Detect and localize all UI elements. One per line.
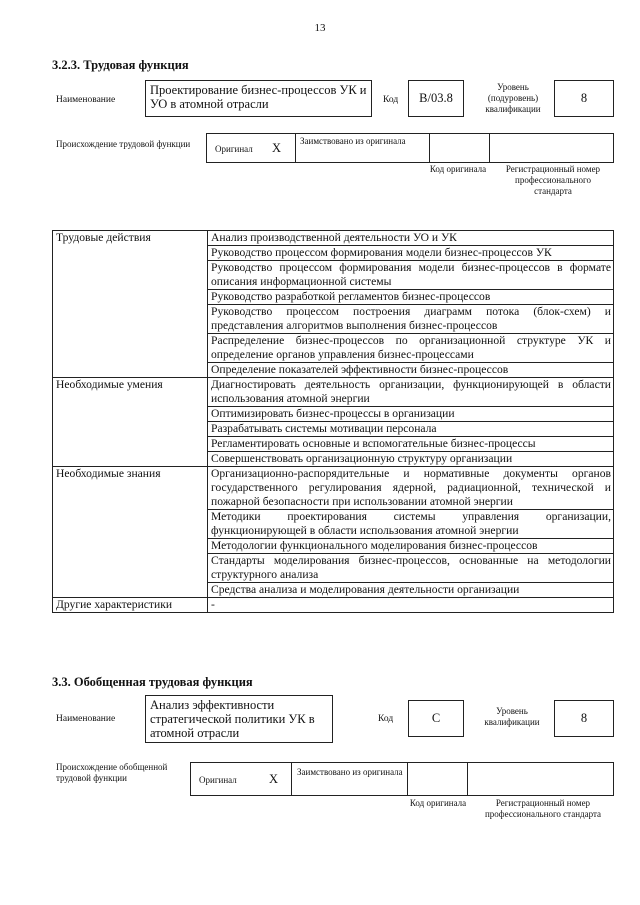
item-cell: Методики проектирования системы управления организации, функционирующей в области использования атомной энергии	[208, 510, 614, 539]
origin-label: Происхождение обобщенной трудовой функции	[56, 762, 168, 783]
code-box	[408, 80, 464, 117]
item-cell: Распределение бизнес-процессов по организационной структуре УК и определение органов управления бизнес-процессами	[208, 334, 614, 363]
name-label: Наименование	[56, 714, 116, 724]
generalized-function-name-value: Анализ эффективности стратегической политики УК в атомной отрасли	[150, 698, 315, 740]
origin-row	[190, 762, 614, 796]
borrowed-label: Заимствовано из оригинала	[300, 136, 406, 146]
level-label: Уровень квалификации	[484, 706, 540, 727]
section-heading-3-3: 3.3. Обобщенная трудовая функция	[52, 675, 253, 689]
item-cell: Стандарты моделирования бизнес-процессов, основанные на методологии структурного анализа	[208, 554, 614, 583]
item-cell: Разрабатывать системы мотивации персонала	[208, 422, 614, 437]
divider	[291, 763, 292, 795]
divider	[467, 763, 468, 795]
function-name-box	[145, 80, 372, 117]
original-label: Оригинал	[199, 775, 237, 785]
item-cell: Оптимизировать бизнес-процессы в организации	[208, 407, 614, 422]
original-code-caption: Код оригинала	[429, 164, 487, 174]
generalized-function-name-box	[145, 695, 333, 743]
divider	[295, 134, 296, 162]
item-cell: Руководство процессом формирования модели бизнес-процессов в формате описания информационной системы	[208, 261, 614, 290]
code-label: Код	[378, 714, 394, 724]
category-cell: Необходимые умения	[53, 378, 208, 467]
category-cell: Необходимые знания	[53, 467, 208, 598]
level-box	[554, 80, 614, 117]
function-details-table	[52, 230, 614, 613]
table-row	[53, 598, 614, 613]
function-name-value: Проектирование бизнес-процессов УК и УО в атомной отрасли	[150, 83, 367, 111]
item-cell: Совершенствовать организационную структуру организации	[208, 452, 614, 467]
code-label: Код	[383, 95, 399, 105]
item-cell: Организационно-распорядительные и нормативные документы органов государственного регулирования ядерной, радиационной, технической и пожарной безопасности при использовании атомной энергии	[208, 467, 614, 510]
table-row	[53, 231, 614, 246]
page-number: 13	[314, 22, 326, 34]
level-label: Уровень (подуровень) квалификации	[485, 82, 541, 114]
original-mark: X	[269, 772, 279, 786]
table-row	[53, 378, 614, 407]
reg-number-caption: Регистрационный номер профессионального стандарта	[505, 164, 601, 196]
code-value: C	[431, 711, 441, 725]
item-cell: Методологии функционального моделирования бизнес-процессов	[208, 539, 614, 554]
divider	[429, 134, 430, 162]
item-cell: Средства анализа и моделирования деятельности организации	[208, 583, 614, 598]
divider	[489, 134, 490, 162]
name-label: Наименование	[56, 95, 116, 105]
category-cell: Другие характеристики	[53, 598, 208, 613]
item-cell: Регламентировать основные и вспомогательные бизнес-процессы	[208, 437, 614, 452]
level-value: 8	[580, 91, 588, 105]
origin-label: Происхождение трудовой функции	[56, 139, 191, 149]
item-cell: Руководство процессом построения диаграмм потока (блок-схем) и представления алгоритмов выполнения бизнес-процессов	[208, 305, 614, 334]
item-cell: Анализ производственной деятельности УО и УК	[208, 231, 614, 246]
original-label: Оригинал	[215, 144, 253, 154]
item-cell: Руководство процессом формирования модели бизнес-процессов УК	[208, 246, 614, 261]
original-code-caption: Код оригинала	[409, 798, 467, 808]
divider	[407, 763, 408, 795]
original-mark: X	[272, 141, 282, 155]
item-cell: -	[208, 598, 614, 613]
origin-row	[206, 133, 614, 163]
level-box	[554, 700, 614, 737]
section-heading-3-2-3: 3.2.3. Трудовая функция	[52, 58, 189, 72]
borrowed-label: Заимствовано из оригинала	[297, 767, 403, 777]
table-row	[53, 467, 614, 510]
code-box	[408, 700, 464, 737]
item-cell: Диагностировать деятельность организации, функционирующей в области использования атомной энергии	[208, 378, 614, 407]
item-cell: Руководство разработкой регламентов бизнес-процессов	[208, 290, 614, 305]
code-value: B/03.8	[419, 91, 453, 105]
reg-number-caption: Регистрационный номер профессионального стандарта	[484, 798, 602, 819]
category-cell: Трудовые действия	[53, 231, 208, 378]
level-value: 8	[580, 711, 588, 725]
item-cell: Определение показателей эффективности бизнес-процессов	[208, 363, 614, 378]
